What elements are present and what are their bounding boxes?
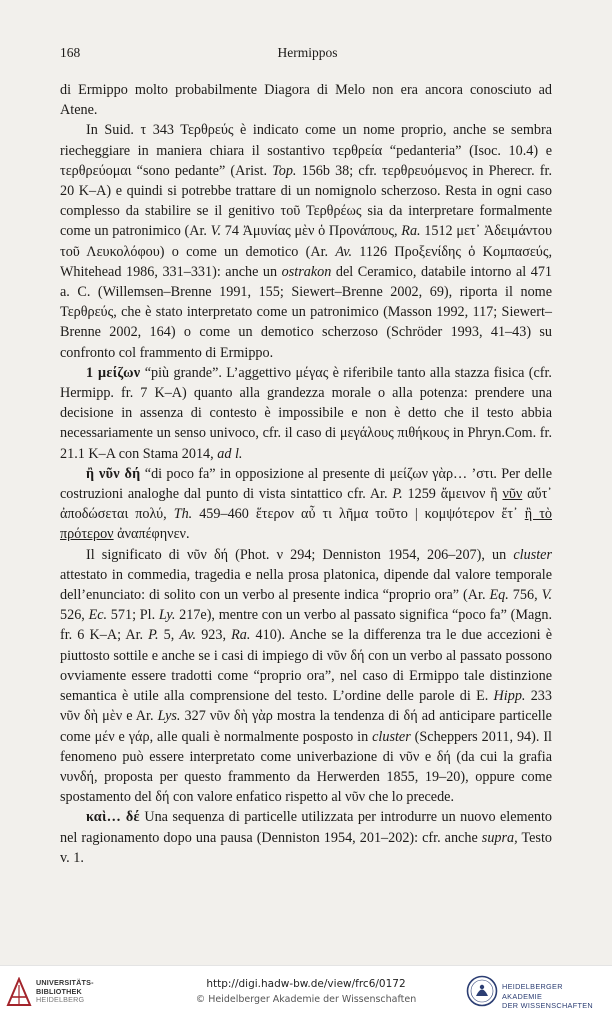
italic-run: Av. [179, 627, 197, 644]
page-number: 168 [60, 45, 81, 60]
text-run: attestato in commedia, tragedia e nella prosa platonica, dipende dal valore temporale dell’enunciato: di solito con un verbo al presente indica “proprio ora” (Ar. [60, 566, 552, 604]
italic-run: Th. [173, 506, 193, 523]
text-run: 526, [60, 607, 89, 624]
italic-run: Hipp. [493, 688, 526, 705]
text-run: 923, [196, 627, 232, 644]
italic-run: ostrakon [281, 263, 332, 280]
permalink[interactable]: http://digi.hadw-bw.de/view/frc6/0172 [206, 978, 406, 990]
text-run: 459–460 ἕτερον αὖ τι λῆμα τοῦτο | κομψότερον ἔτ᾽ [192, 506, 525, 523]
text-run: 5, [158, 627, 180, 644]
library-name-line: HEIDELBERG [36, 995, 85, 1005]
note-1 [60, 363, 552, 464]
italic-run: Ly. [158, 607, 176, 624]
text-run: 756, [508, 587, 542, 604]
text-run: 217e), mentre con un verbo al passato significa “poco fa” (Magn. fr. 6 K–A; Ar. [60, 607, 553, 644]
lemma-2: ἢ νῦν δή [86, 465, 141, 482]
text-run: ἀναπέφηνεν. [113, 526, 190, 543]
running-head [60, 45, 555, 63]
text-run: 1512 μετ᾽ Ἀδειμάντου τοῦ Λευκολόφου) o come un demotico (Ar. [60, 223, 552, 260]
text-run: 327 νῦν δὴ γὰρ mostra la tendenza di δή ad anticipare particelle come μέν e γάρ, alle quali è normalmente posposto in [60, 708, 552, 745]
italic-run: Lys. [157, 708, 181, 725]
viewer-footer [0, 965, 612, 1017]
underlined-run: νῦν [502, 486, 523, 503]
italic-run: Ec. [88, 607, 108, 624]
library-name-line: BIBLIOTHEK [36, 986, 82, 996]
text-run: 571; Pl. [107, 607, 159, 624]
italic-run: V. [210, 223, 222, 240]
copyright-notice: © Heidelberger Akademie der Wissenschaften [195, 994, 417, 1005]
text-run: del Ceramico, databile intorno al 471 a. C. (Willemsen–Brenne 1991, 155; Siewert–Brenne 2002, 69), riporta il nome Τερθρεύς, che è stato interpretato come un patronimico (Masson 1992, 117; Siewert–Brenne 2002, 164) o come un demotico scherzoso (Schröder 1993, 41–43) su confronto col frammento di Ermippo. [60, 263, 553, 361]
italic-run: Av. [335, 243, 353, 260]
lemma-1: 1 μείζων [86, 364, 141, 381]
text-run: (Scheppers 2011, 94). Il fenomeno può essere interpretato come univerbazione di νῦν e δή (da cui la grafia νυνδή, proposta per questo frammento da Herwerden 1855, 19–20), oppure come spostamento del δή con valore enfatico rispetto al νῦν che lo precede. [60, 728, 553, 806]
text-run: 1259 ἄμεινον ἢ [402, 486, 503, 503]
text-run: 74 Ἀμυνίας μὲν ὁ Προνάπους, [221, 223, 402, 240]
academy-name-line: HEIDELBERGER AKADEMIE [502, 982, 563, 1001]
library-name-line: UNIVERSITÄTS- [36, 978, 94, 987]
academy-name [502, 982, 604, 1011]
paragraph-3 [60, 545, 552, 808]
text-run: In Suid. τ 343 Τερθρεύς è indicato come un nome proprio, anche se sembra riecheggiare in maniera chiara il sostantivo τερθρεία “pedanteria” (Isoc. 10.4) e τερθρεύομαι “sono pedante” (Arist. [60, 122, 552, 179]
text-run: “di poco fa” in opposizione al presente di μείζων γὰρ… ’στι. Per delle costruzioni analoghe dal punto di vista sintattico cfr. Ar. [60, 465, 552, 503]
academy-name-line: DER WISSENSCHAFTEN [502, 1001, 593, 1011]
paragraph-1: di Ermippo molto probabilmente Diagora di Melo non era ancora conosciuto ad Atene. [60, 82, 552, 119]
text-run: 1126 Προξενίδης ὁ Κομπασεύς, Whitehead 1986, 331–331): anche un [60, 243, 552, 280]
italic-run: P. [392, 486, 403, 503]
italic-run: Ra. [401, 223, 421, 240]
text-run: Una sequenza di particelle utilizzata per introdurre un nuovo elemento nel ragionamento dopo una pausa (Denniston 1954, 201–202): cfr. anche [60, 809, 552, 846]
text-run: Il significato di νῦν δή (Phot. ν 294; Denniston 1954, 206–207), un [86, 546, 514, 563]
paragraph-2 [60, 120, 552, 362]
underlined-run: ἢ τὸ πρότερον [60, 506, 552, 543]
academy-logo[interactable] [466, 975, 604, 1009]
text-run: αὔτ᾽ ἀποδώσεται πολύ, [60, 486, 552, 523]
italic-run: P. [148, 627, 159, 644]
text-run: 410). Anche se la differenza tra le due accezioni è piuttosto sottile e anche se i casi di impiego di νῦν δή con un verbo al passato possono ovviamente essere tradotti come “proprio ora”, nel caso di Ermippo tale distinzione semantica è utile alla comprensione del testo. L’ordine delle parole di E. [60, 627, 553, 705]
running-title: Hermippos [277, 45, 338, 60]
italic-run: Ra. [231, 627, 251, 644]
commentary-body [60, 80, 552, 868]
text-run: 233 νῦν δὴ μὲν e Ar. [60, 688, 552, 725]
note-2 [60, 464, 552, 545]
italic-run: V. [541, 587, 552, 604]
italic-run: ad l. [217, 445, 243, 462]
text-run: “più grande”. L’aggettivo μέγας è riferibile tanto alla stazza fisica (cfr. Hermipp. fr. 7 K–A) quanto alla grandezza morale o alla potenza: prendere una decisione in assenza di contesto è impossibile e non è detto che il testo abbia necessariamente un senso univoco, cfr. il caso di μεγάλους πιθήκους in Phryn.Com. fr. 21.1 K–A con Stama 2014, [60, 364, 552, 462]
academy-seal-icon [466, 975, 498, 1007]
italic-run: cluster [372, 728, 411, 745]
italic-run: Eq. [489, 587, 509, 604]
italic-run: Top. [272, 162, 297, 179]
text-run: Testo v. 1. [60, 829, 552, 866]
note-3 [60, 807, 552, 868]
italic-run: cluster [513, 546, 552, 563]
lemma-3: καὶ… δέ [86, 809, 140, 826]
text-run: 156b 38; cfr. τερθρευόμενος in Pherecr. fr. 20 K–A) e quindi si potrebbe trattare di un nomignolo scherzoso. Resta in ogni caso complesso da stabilire se il genitivo τοῦ Τερθρέως sia da interpretare formalmente come un patronimico (Ar. [60, 162, 552, 240]
italic-run: supra, [481, 829, 518, 846]
